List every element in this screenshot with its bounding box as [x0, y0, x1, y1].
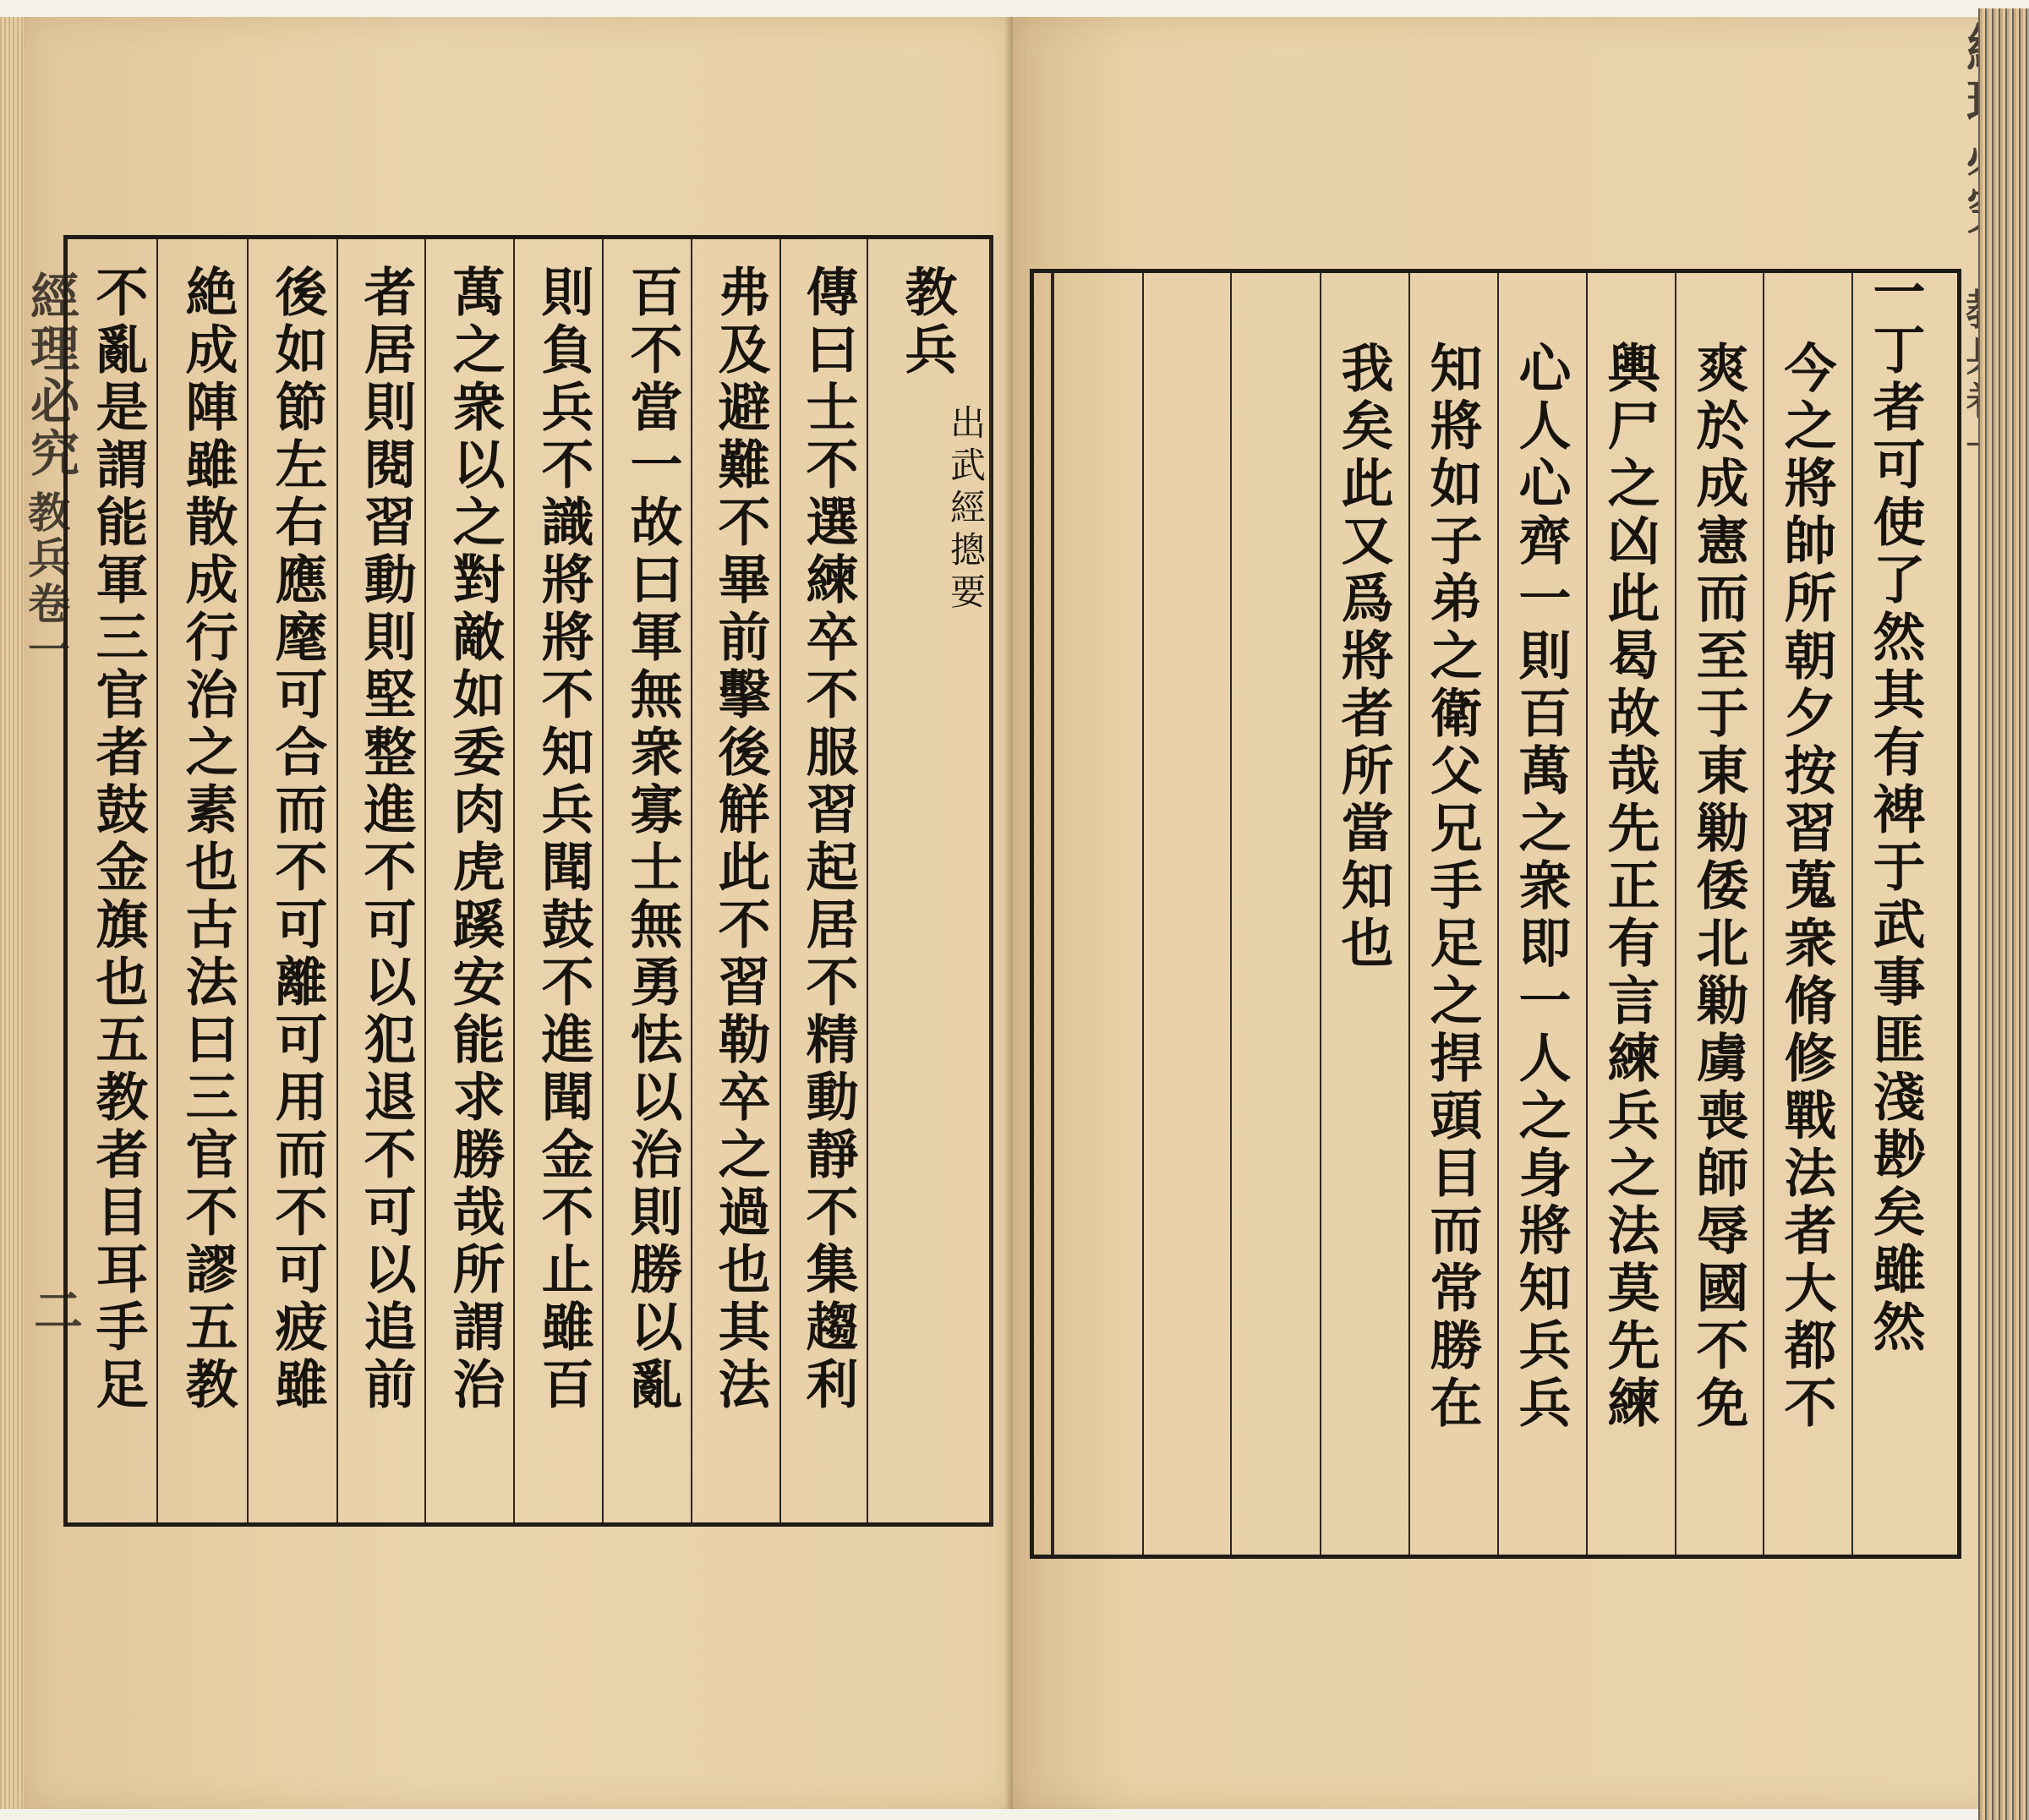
column-rule [1320, 273, 1321, 1555]
text-column: 後如節左右應麾可合而不可離可用而不可疲雖 [266, 265, 328, 1414]
text-column: 不亂是謂能軍三官者鼓金旗也五教者目耳手足 [87, 265, 149, 1414]
text-column: 絶成陣雖散成行治之素也古法曰三官不謬五教 [177, 265, 238, 1414]
text-column: 百不當一故曰軍無衆寡士無勇怯以治則勝以亂 [621, 265, 683, 1414]
heading-note: 出武經摠要 [945, 404, 987, 615]
folio-mark: 二 [25, 1285, 83, 1337]
column-rule [1763, 273, 1764, 1555]
text-column: 則負兵不識將將不知兵聞鼓不進聞金不止雖百 [533, 265, 594, 1414]
column-rule [1586, 273, 1588, 1555]
column-rule [1851, 273, 1853, 1555]
column-rule [602, 239, 604, 1522]
right-page-edges [1978, 8, 2029, 1820]
column-rule [156, 239, 158, 1522]
column-rule [691, 239, 692, 1522]
column-rule [1675, 273, 1676, 1555]
column-rule [779, 239, 781, 1522]
right-text-frame [1030, 265, 1961, 1559]
column-rule [336, 239, 338, 1522]
text-column: 者居則閱習動則堅整進不可以犯退不可以追前 [355, 265, 417, 1414]
text-column: 今之將帥所朝夕按習蒐衆脩修戰法者大都不 [1775, 341, 1837, 1433]
text-column: 輿尸之凶此曷故哉先正有言練兵之法莫先練 [1599, 341, 1660, 1433]
text-column: 一丁者可使了然其有裨于武事匪淺尠矣雖然 [1864, 265, 1926, 1357]
left-margin-title: 經理必究 [22, 271, 79, 480]
text-column: 萬之衆以之對敵如委肉虎蹊安能求勝哉所謂治 [444, 265, 506, 1414]
text-column: 爽於成憲而至于東勦倭北勦虜喪師辱國不免 [1687, 341, 1749, 1433]
column-rule [1497, 273, 1499, 1555]
column-rule [1408, 273, 1410, 1555]
column-rule [513, 239, 515, 1522]
column-rule [1142, 273, 1144, 1555]
text-column: 我矣此又爲將者所當知也 [1332, 341, 1394, 973]
text-column: 心人心齊一則百萬之衆即一人之身將知兵兵 [1510, 341, 1572, 1433]
text-column: 傳曰士不選練卒不服習起居不精動靜不集趨利 [797, 265, 859, 1414]
text-column: 知將如子弟之衛父兄手足之捍頭目而常勝在 [1421, 341, 1483, 1433]
column-rule [867, 239, 868, 1522]
text-column: 弗及避難不畢前擊後觧此不習勒卒之過也其法 [709, 265, 771, 1414]
frame-inner-rule [1051, 273, 1054, 1555]
left-text-frame [63, 235, 993, 1527]
section-heading: 教兵 [896, 265, 958, 380]
column-rule [247, 239, 249, 1522]
left-margin-section: 教兵卷一 [21, 490, 71, 673]
column-rule [1230, 273, 1232, 1555]
column-rule [424, 239, 426, 1522]
